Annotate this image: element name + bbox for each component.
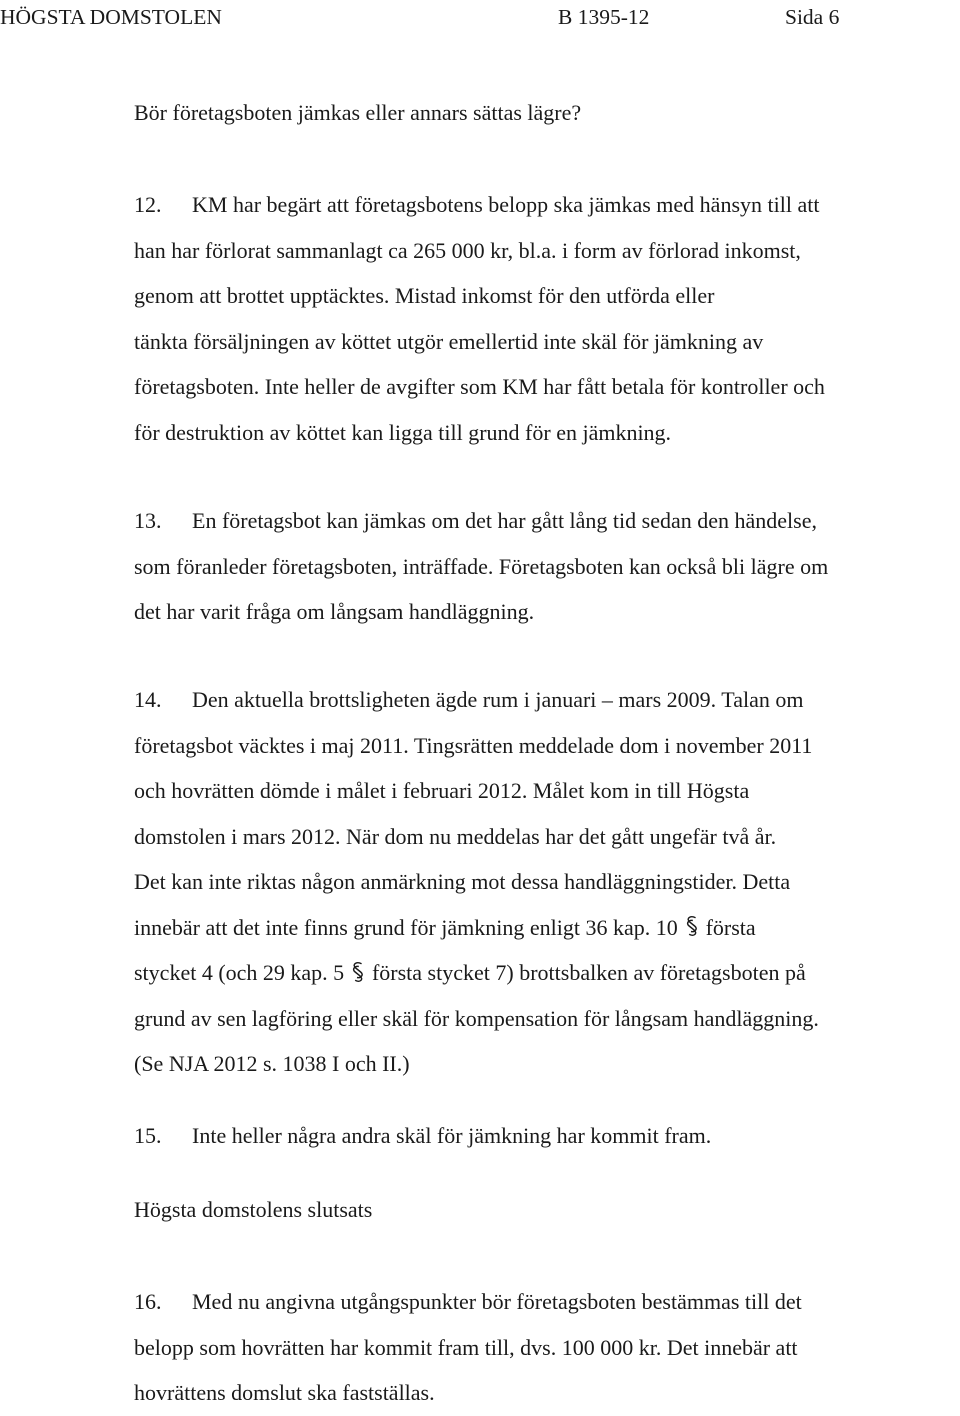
paragraph-line: och hovrätten dömde i målet i februari 2012. Målet kom in till Högsta (134, 778, 750, 803)
paragraph-line: företagsboten. Inte heller de avgifter som KM har fått betala för kontroller och (134, 374, 825, 399)
section-sign-icon (348, 961, 368, 983)
paragraph-line: (Se NJA 2012 s. 1038 I och II.) (134, 1051, 410, 1076)
paragraph-line: KM har begärt att företagsbotens belopp ska jämkas med hänsyn till att (192, 192, 820, 217)
paragraph-number: 13. (134, 508, 162, 533)
page-number: Sida 6 (785, 5, 840, 29)
paragraph-line: företagsbot väcktes i maj 2011. Tingsrätten meddelade dom i november 2011 (134, 732, 813, 758)
paragraph-12 (134, 182, 960, 455)
paragraph-line: stycket 4 (och 29 kap. 5 (134, 960, 345, 985)
paragraph-line: Det kan inte riktas någon anmärkning mot dessa handläggningstider. Detta (134, 869, 791, 894)
question-heading: Bör företagsboten jämkas eller annars sättas lägre? (134, 100, 582, 125)
paragraph-line: Inte heller några andra skäl för jämkning har kommit fram. (192, 1123, 712, 1148)
paragraph-14 (134, 677, 960, 1087)
paragraph-line: innebär att det inte finns grund för jämkning enligt 36 kap. 10 (134, 914, 678, 940)
paragraph-line: som föranleder företagsboten, inträffade. Företagsboten kan också bli lägre om (134, 553, 829, 579)
paragraph-line: han har förlorat sammanlagt ca 265 000 kr, bl.a. i form av förlorad inkomst, (134, 237, 801, 263)
paragraph-number: 14. (134, 687, 162, 712)
paragraph-number: 12. (134, 192, 162, 217)
paragraph-line: belopp som hovrätten har kommit fram till, dvs. 100 000 kr. Det innebär att (134, 1334, 798, 1360)
paragraph-line: för destruktion av köttet kan ligga till grund för en jämkning. (134, 419, 672, 445)
paragraph-16 (134, 1279, 960, 1416)
section-sign-icon (682, 915, 702, 937)
paragraph-number: 15. (134, 1123, 162, 1148)
paragraph-line: tänkta försäljningen av köttet utgör emellertid inte skäl för jämkning av (134, 328, 764, 354)
case-number: B 1395-12 (558, 5, 650, 29)
question-heading-block (134, 90, 960, 136)
court-name: HÖGSTA DOMSTOLEN (0, 5, 222, 29)
paragraph-line: genom att brottet upptäcktes. Mistad inkomst för den utförda eller (134, 283, 715, 308)
conclusion-heading-block (134, 1187, 960, 1233)
paragraph-line: En företagsbot kan jämkas om det har gått lång tid sedan den händelse, (192, 508, 817, 533)
paragraph-line: första stycket 7) brottsbalken av företagsboten på (371, 960, 806, 985)
paragraph-15 (134, 1113, 960, 1159)
conclusion-heading: Högsta domstolens slutsats (134, 1197, 373, 1222)
paragraph-line: domstolen i mars 2012. När dom nu meddelas har det gått ungefär två år. (134, 823, 777, 849)
paragraph-13 (134, 498, 960, 635)
paragraph-line: grund av sen lagföring eller skäl för kompensation för långsam handläggning. (134, 1005, 819, 1031)
paragraph-line: det har varit fråga om långsam handläggning. (134, 599, 535, 624)
paragraph-line: första (705, 914, 756, 940)
paragraph-line: Den aktuella brottsligheten ägde rum i januari – mars 2009. Talan om (192, 687, 804, 712)
paragraph-line: hovrättens domslut ska fastställas. (134, 1380, 435, 1405)
paragraph-number: 16. (134, 1289, 162, 1314)
paragraph-line: Med nu angivna utgångspunkter bör företagsboten bestämmas till det (192, 1289, 802, 1314)
